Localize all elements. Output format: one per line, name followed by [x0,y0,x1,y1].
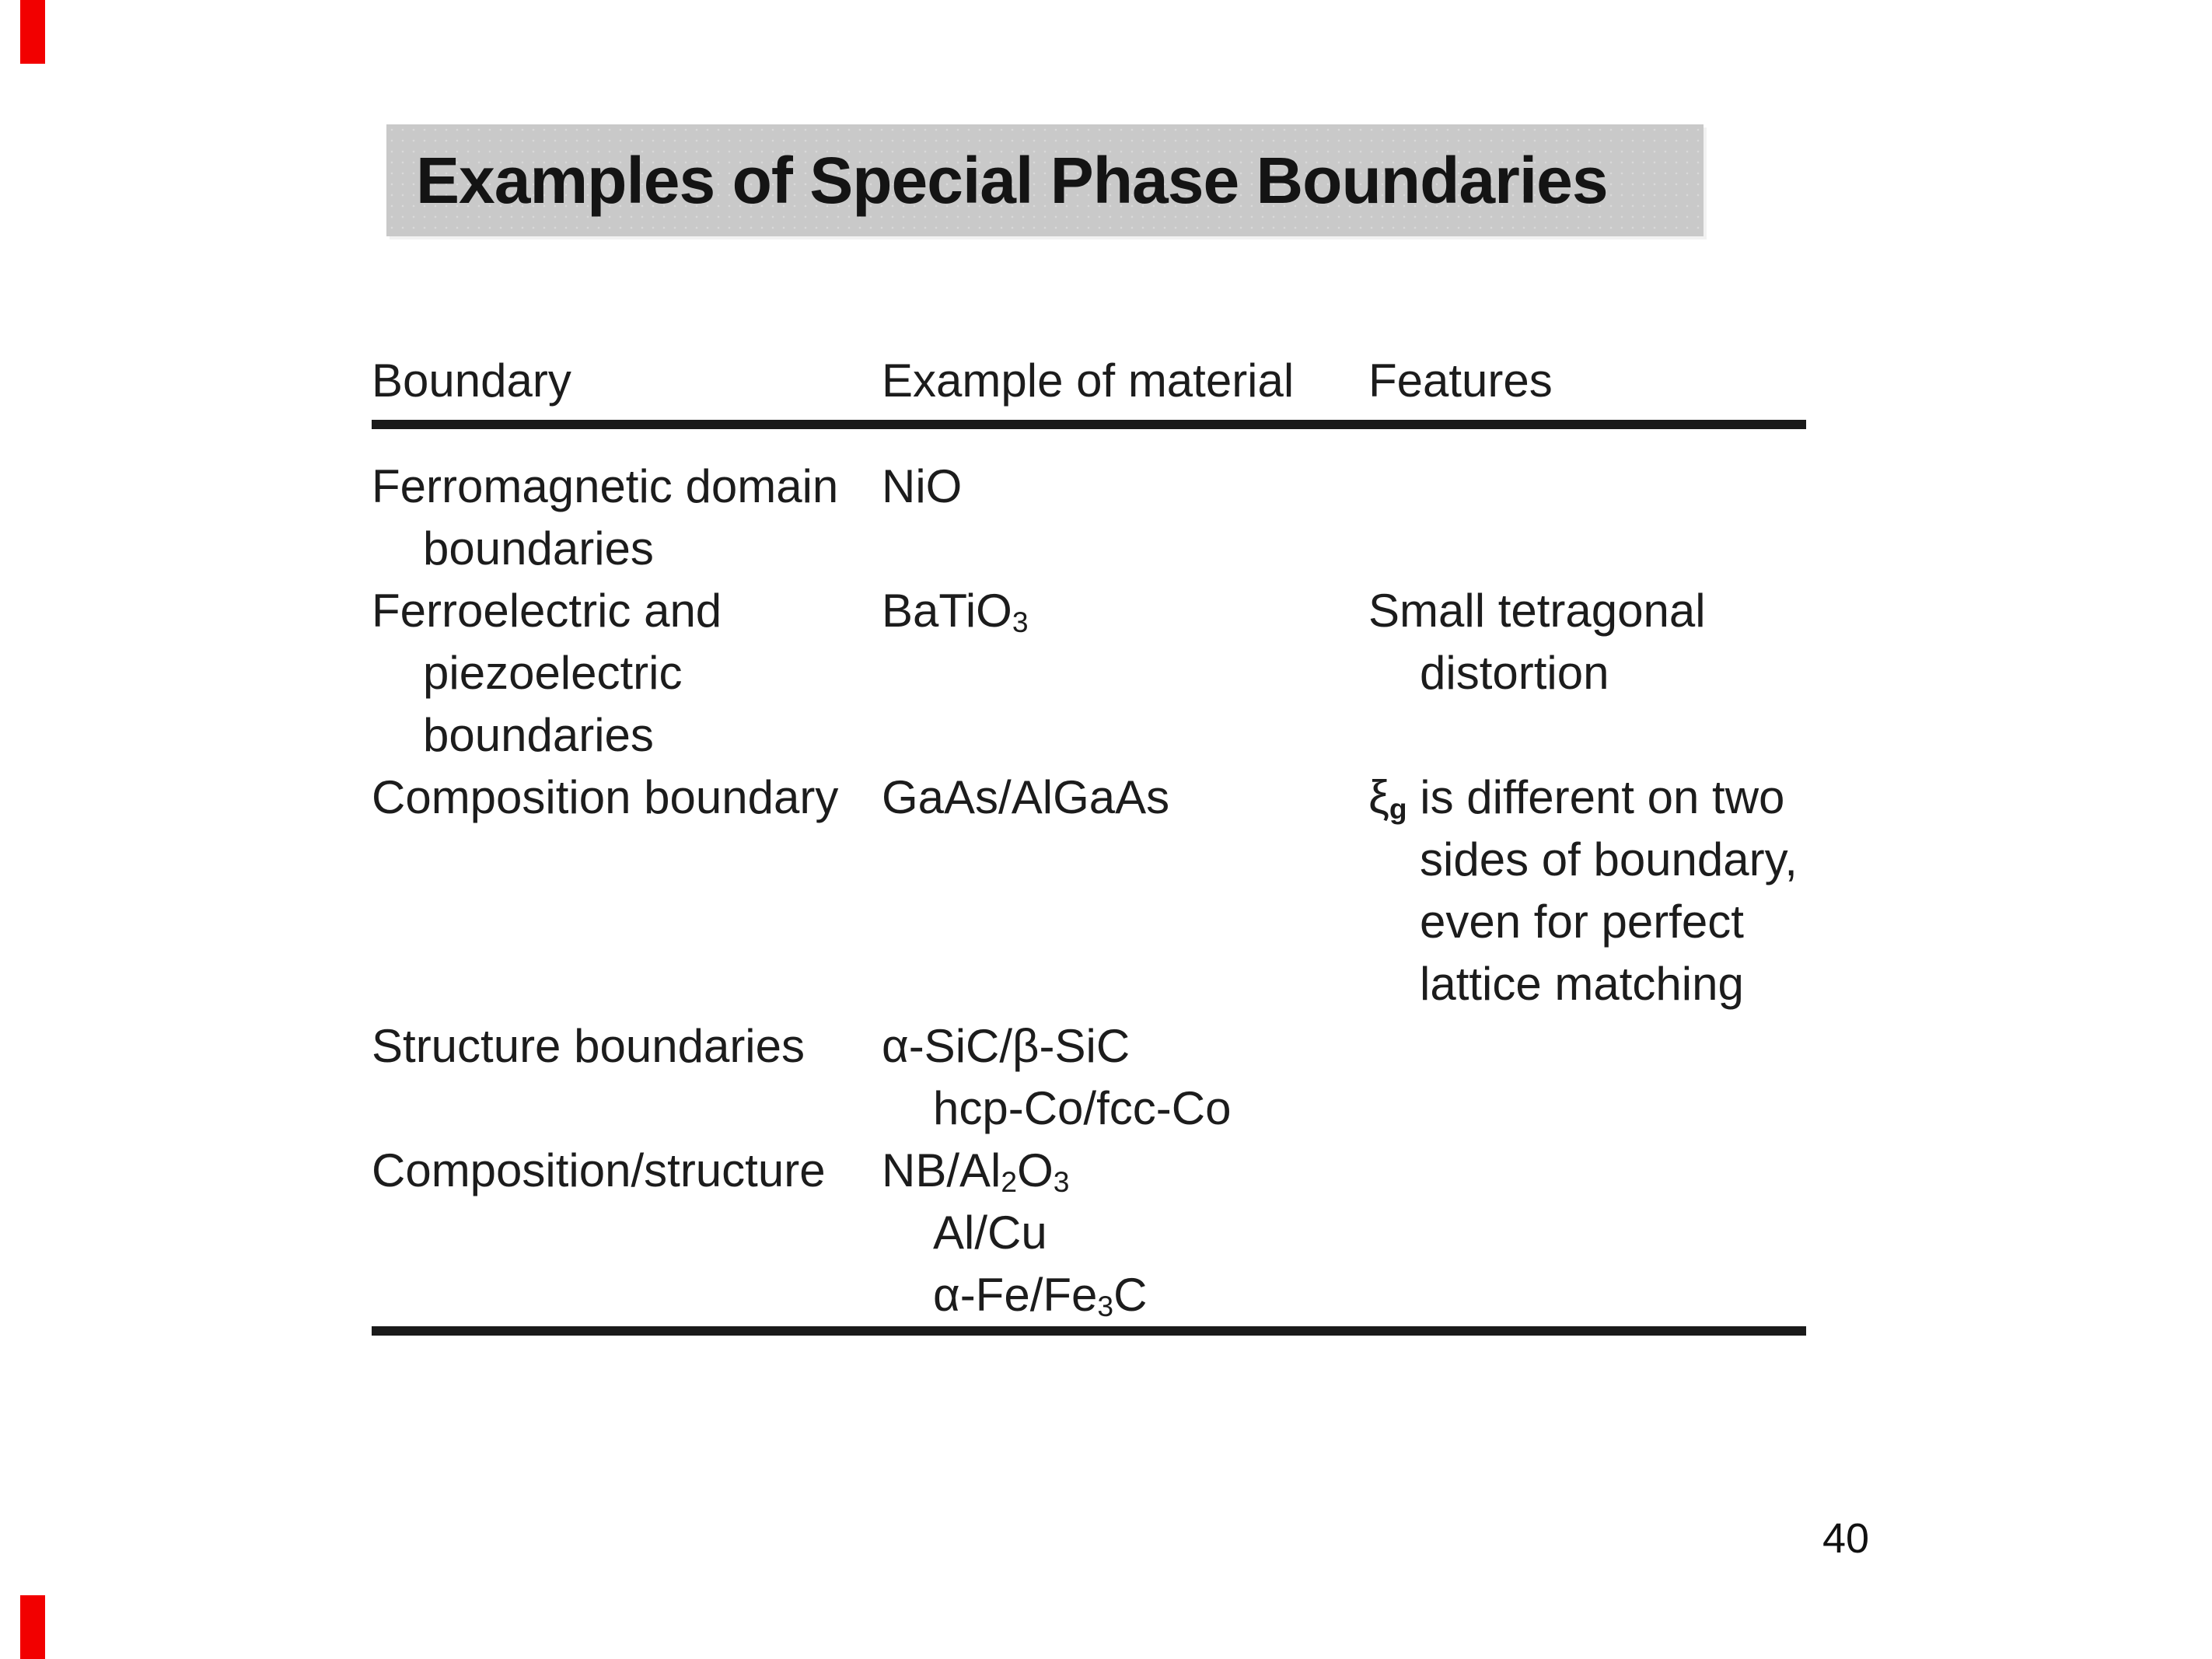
cell-line: Composition boundary [372,771,839,823]
cell-boundary [372,456,882,580]
cell-line: NiO [882,460,963,512]
cell-material [882,456,1368,580]
table-row [372,456,1806,580]
phase-boundaries-table [372,350,1806,1336]
cell-line: Ferroelectric and [372,585,722,637]
header-rule [372,420,1806,429]
cell-line: $\xi_g$ is different on two [1368,771,1785,825]
table-row [372,580,1806,767]
scan-artifact-top [20,0,45,64]
cell-line: $\alpha-Fe/Fe_3C$ [933,1269,1148,1322]
table-row [372,1015,1806,1140]
cell-material [882,1015,1368,1140]
table-body [372,456,1806,1326]
cell-material [882,767,1368,1015]
cell-boundary [372,767,882,1015]
cell-line: Composition/structure [372,1144,826,1196]
cell-line: BaTiO$_3$ [882,585,1029,638]
bottom-rule [372,1326,1806,1336]
column-header-features: Features [1368,355,1553,407]
cell-line: lattice matching [1420,958,1744,1010]
scan-artifact-bottom [20,1595,45,1659]
cell-line: $NB/Al_2O_3$ [882,1144,1070,1198]
column-header-boundary: Boundary [372,355,571,407]
cell-line: hcp-Co/fcc-Co [933,1082,1232,1134]
cell-line: sides of boundary, [1420,833,1798,885]
cell-line: α-SiC/β-SiC [882,1020,1130,1072]
cell-line: Structure boundaries [372,1020,805,1072]
cell-material [882,580,1368,767]
table-row [372,767,1806,1015]
cell-line: distortion [1420,647,1609,699]
page-title: Examples of Special Phase Boundaries [416,144,1608,217]
cell-line: GaAs/AlGaAs [882,771,1170,823]
cell-features [1368,767,1806,1015]
cell-features [1368,580,1806,767]
page-number: 40 [1822,1515,1870,1562]
table-header-row [372,350,1806,412]
cell-line: even for perfect [1420,896,1744,948]
cell-line: Ferromagnetic domain [372,460,839,512]
table-row [372,1140,1806,1326]
cell-features [1368,1140,1806,1326]
cell-boundary [372,580,882,767]
cell-line: boundaries [423,522,654,575]
title-banner [386,124,1704,236]
cell-line: Small tetragonal [1368,585,1706,637]
cell-boundary [372,1140,882,1326]
cell-line: Al/Cu [933,1207,1047,1259]
cell-line: piezoelectric [423,647,683,699]
cell-material [882,1140,1368,1326]
cell-line: boundaries [423,709,654,761]
cell-features [1368,1015,1806,1140]
column-header-material: Example of material [882,355,1295,407]
cell-boundary [372,1015,882,1140]
cell-features [1368,456,1806,580]
